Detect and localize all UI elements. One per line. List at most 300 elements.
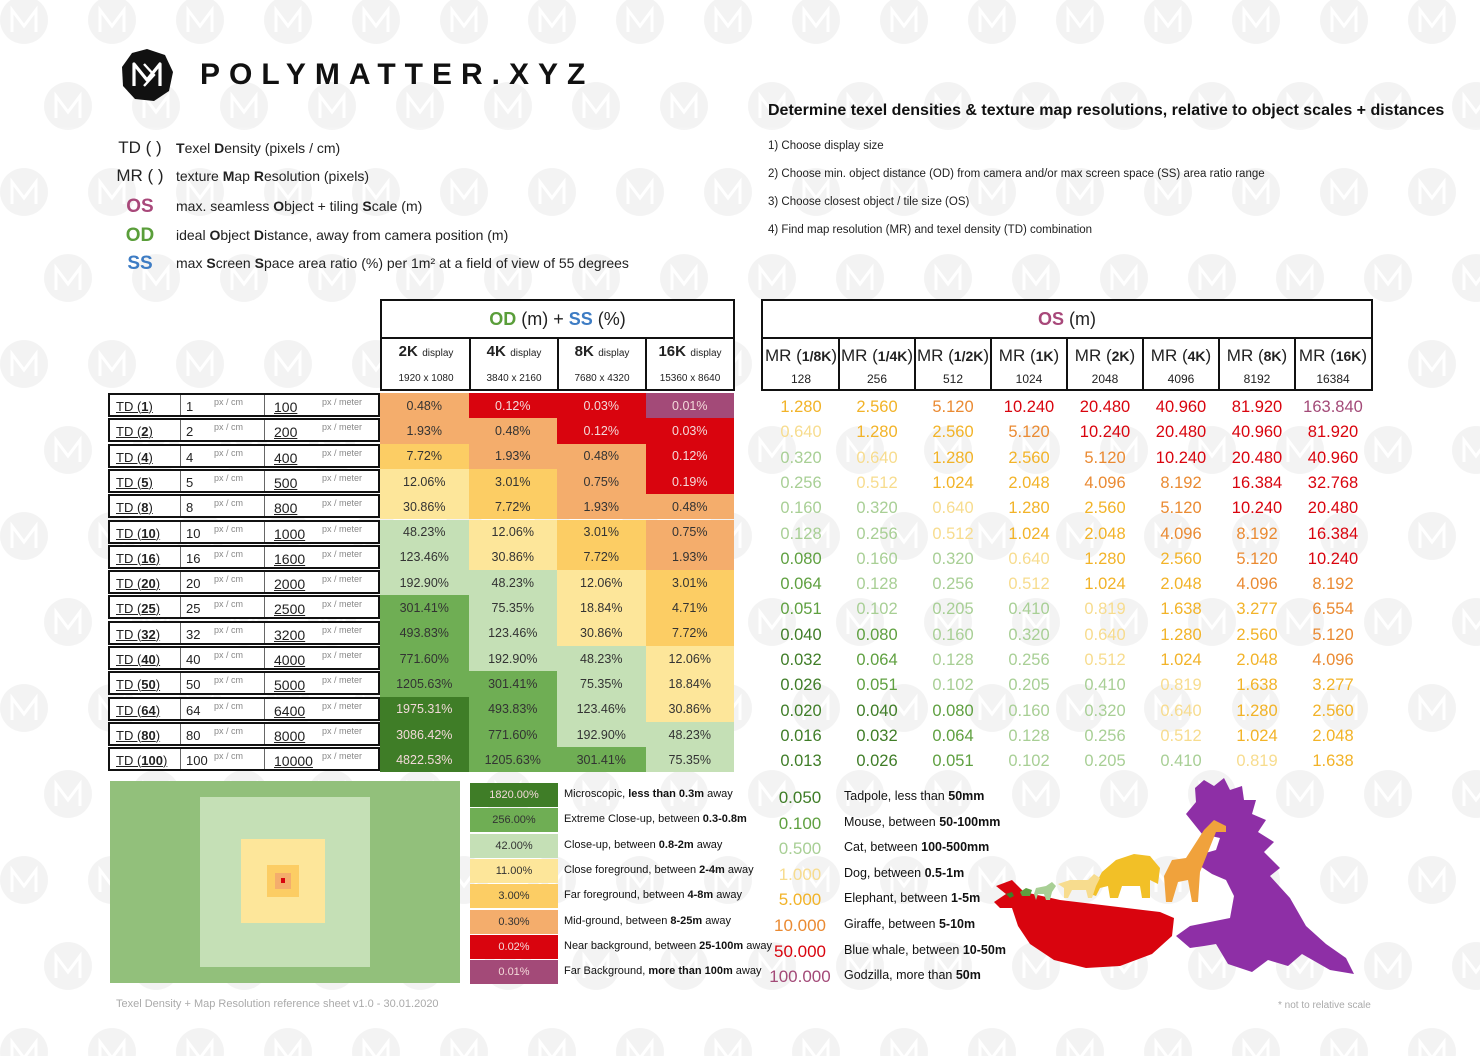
scale-value: 0.050 — [778, 788, 822, 807]
ss-cell: 771.60% — [469, 722, 558, 747]
display-header-title — [470, 343, 558, 361]
ss-cell: 48.23% — [380, 520, 469, 545]
scale-value: 1.000 — [778, 864, 822, 884]
td-label-close: ) — [155, 626, 161, 642]
td-px-meter-value: 100 — [274, 399, 298, 415]
td-label — [116, 424, 153, 439]
ss-cell: 192.90% — [557, 722, 646, 747]
os-value: 4.096 — [1312, 651, 1354, 669]
td-px-cm-value: 5 — [186, 474, 194, 490]
os-value: 0.128 — [1008, 726, 1050, 745]
td-px-meter-unit: px / meter — [322, 751, 363, 762]
distance-swatch: 0.30% — [470, 910, 558, 934]
td-px-meter-value: 2500 — [274, 601, 306, 618]
td-label-close: ) — [148, 399, 153, 414]
td-divider — [180, 446, 181, 466]
ss-cell: 123.46% — [469, 621, 558, 646]
mr-fraction: 16K — [1335, 348, 1362, 364]
os-value: 20.480 — [1307, 499, 1359, 518]
td-row — [108, 520, 380, 544]
td-px-cm-unit: px / cm — [214, 422, 244, 433]
distance-zones-diagram — [110, 781, 460, 983]
footer-text: Texel Density + Map Resolution reference sheet v1.0 - 30.01.2020 — [116, 998, 439, 1010]
ss-cell: 123.46% — [380, 545, 469, 570]
legend-key: SS — [127, 253, 153, 274]
os-value: 6.554 — [1312, 600, 1354, 619]
instructions-title: Determine texel densities & texture map resolutions, relative to object scales + distances — [768, 102, 1445, 119]
os-value: 2.048 — [1312, 726, 1354, 745]
display-word: display — [690, 348, 722, 359]
ss-cell: 3.01% — [646, 570, 735, 595]
ss-cell: 48.23% — [646, 722, 735, 747]
os-value: 81.920 — [1231, 398, 1283, 416]
td-label-close: ) — [155, 652, 161, 667]
ss-cell: 1205.63% — [469, 747, 558, 772]
td-label-close: ) — [148, 500, 153, 516]
scale-description: Cat, between 100-500mm — [844, 840, 990, 855]
os-value: 0.102 — [932, 676, 974, 695]
display-word: display — [422, 348, 454, 359]
os-value: 2.560 — [1084, 499, 1126, 518]
ss-cell: 301.41% — [469, 671, 558, 696]
os-value: 0.256 — [1008, 651, 1050, 669]
td-label — [116, 399, 153, 414]
os-value: 8.192 — [1236, 524, 1278, 543]
ss-cell: 7.72% — [380, 444, 469, 469]
td-px-meter-value: 3200 — [274, 626, 306, 643]
td-label-open: TD ( — [116, 626, 142, 642]
os-value: 1.280 — [780, 398, 822, 416]
td-row — [108, 697, 380, 721]
brand-title: POLYMATTER.XYZ — [200, 58, 595, 91]
scale-description: Giraffe, between 5-10m — [844, 917, 976, 931]
td-label-close: ) — [148, 424, 153, 440]
mr-resolution: 8192 — [1243, 372, 1271, 386]
legend-key: TD ( ) — [118, 138, 162, 157]
display-header-title — [558, 343, 646, 361]
td-divider — [264, 572, 265, 592]
ss-cell: 0.48% — [469, 418, 558, 443]
td-px-meter-unit: px / meter — [322, 725, 363, 736]
os-value: 0.512 — [932, 524, 974, 543]
os-value: 40.960 — [1155, 398, 1207, 416]
td-row — [108, 646, 380, 670]
ss-cell: 3.01% — [469, 469, 558, 494]
td-px-meter-value: 400 — [274, 449, 298, 466]
td-label — [116, 500, 153, 515]
td-label — [116, 627, 160, 642]
os-value: 0.320 — [856, 499, 898, 518]
os-value: 2.560 — [856, 398, 898, 416]
ss-cell: 7.72% — [557, 545, 646, 570]
os-value: 4.096 — [1236, 575, 1278, 594]
os-value: 5.120 — [932, 398, 974, 416]
os-value: 0.640 — [1160, 701, 1202, 720]
mr-resolution: 2048 — [1091, 372, 1119, 386]
ss-cell: 4.71% — [646, 595, 735, 620]
os-value: 2.048 — [1008, 473, 1050, 492]
td-divider — [180, 547, 181, 567]
os-value: 0.064 — [932, 726, 974, 745]
os-value: 2.560 — [1160, 549, 1202, 568]
ss-cell: 192.90% — [469, 646, 558, 671]
os-value: 0.512 — [856, 473, 898, 492]
os-value: 2.048 — [1160, 575, 1202, 594]
td-label-number: 8 — [141, 500, 149, 516]
td-label — [116, 728, 160, 743]
td-label-number: 32 — [141, 626, 156, 642]
os-value: 0.819 — [1236, 752, 1278, 771]
os-value: 1.638 — [1160, 600, 1202, 619]
os-value: 0.256 — [932, 575, 974, 594]
os-value: 3.277 — [1312, 676, 1354, 695]
distance-description: Far Background, more than 100m away — [564, 965, 762, 978]
ss-cell: 0.19% — [646, 469, 735, 494]
mr-header-title: MR (1/2K) — [916, 346, 990, 365]
distance-description: Near background, between 25-100m away — [564, 939, 772, 952]
td-px-cm-value: 32 — [186, 626, 201, 642]
distance-description: Close foreground, between 2-4m away — [564, 863, 754, 876]
elephant-icon — [1090, 854, 1160, 898]
os-value: 2.048 — [1084, 524, 1126, 543]
os-value: 40.960 — [1307, 448, 1359, 467]
os-value: 0.640 — [780, 423, 822, 442]
td-divider — [264, 648, 265, 668]
ss-cell: 1205.63% — [380, 671, 469, 696]
td-divider — [264, 446, 265, 466]
os-value: 0.102 — [1008, 752, 1050, 771]
td-px-cm-value: 8 — [186, 500, 194, 516]
ss-cell: 1.93% — [380, 418, 469, 443]
distance-description: Far foreground, between 4-8m away — [564, 889, 742, 902]
scale-value: 50.000 — [774, 941, 826, 961]
ss-cell: 30.86% — [380, 494, 469, 519]
mr-header-title: MR (2K) — [1074, 346, 1136, 365]
td-px-cm-value: 100 — [186, 753, 208, 769]
os-value: 2.560 — [1008, 448, 1050, 467]
td-divider — [180, 522, 181, 542]
ss-cell: 0.12% — [469, 393, 558, 418]
td-label-close: ) — [148, 449, 153, 465]
os-value: 81.920 — [1307, 423, 1359, 442]
td-label-number: 40 — [141, 652, 156, 667]
os-value: 10.240 — [1079, 423, 1131, 442]
os-value: 0.128 — [856, 575, 898, 594]
ss-cell: 0.12% — [557, 418, 646, 443]
os-value: 0.026 — [780, 676, 822, 695]
td-px-meter-value: 6400 — [274, 702, 306, 719]
ss-cell: 0.12% — [646, 444, 735, 469]
scale-description: Mouse, between 50-100mm — [844, 814, 1001, 829]
td-label-open: TD ( — [116, 424, 142, 440]
ss-cell: 3086.42% — [380, 722, 469, 747]
td-divider — [264, 749, 265, 769]
td-label — [116, 601, 160, 616]
td-divider — [264, 395, 265, 415]
mr-header-title: MR (8K) — [1226, 346, 1288, 365]
td-label-number: 100 — [141, 753, 163, 769]
os-value: 0.080 — [856, 625, 898, 644]
distance-description: Extreme Close-up, between 0.3-0.8m — [564, 813, 747, 826]
td-label — [116, 753, 167, 768]
os-value: 1.024 — [1008, 524, 1050, 543]
ss-cell: 301.41% — [380, 595, 469, 620]
td-row — [108, 444, 380, 468]
os-value: 0.512 — [1084, 651, 1126, 669]
os-label: OS — [1037, 309, 1064, 329]
ss-cell: 771.60% — [380, 646, 469, 671]
ss-cell: 0.75% — [646, 520, 735, 545]
mr-fraction: 1K — [1035, 348, 1054, 364]
distance-swatch: 42.00% — [470, 834, 558, 858]
td-divider — [180, 572, 181, 592]
os-value: 163.840 — [1303, 398, 1363, 416]
os-value: 8.192 — [1312, 575, 1354, 594]
instruction-step: 1) Choose display size — [768, 140, 884, 152]
ss-label: SS — [568, 309, 593, 329]
td-divider — [180, 749, 181, 769]
td-px-cm-unit: px / cm — [214, 675, 244, 686]
td-px-cm-unit: px / cm — [214, 447, 244, 458]
td-label-open: TD ( — [116, 727, 142, 743]
os-value: 0.128 — [780, 524, 822, 543]
td-px-cm-value: 10 — [186, 525, 201, 541]
ss-cell: 12.06% — [646, 646, 735, 671]
td-label-close: ) — [155, 550, 161, 566]
os-value: 2.560 — [1312, 701, 1354, 720]
ss-cell: 75.35% — [646, 747, 735, 772]
os-value: 10.240 — [1155, 448, 1207, 467]
td-label-open: TD ( — [116, 677, 142, 693]
os-value: 1.024 — [1084, 575, 1126, 594]
ss-cell: 123.46% — [557, 697, 646, 722]
td-px-cm-unit: px / cm — [214, 523, 244, 534]
os-value: 0.051 — [856, 676, 898, 695]
ss-unit-label: (%) — [597, 309, 626, 329]
td-label-close: ) — [155, 525, 161, 541]
td-px-meter-unit: px / meter — [322, 700, 363, 711]
td-px-meter-unit: px / meter — [322, 624, 363, 635]
ss-cell: 0.03% — [646, 418, 735, 443]
td-label-number: 20 — [141, 576, 156, 592]
td-px-meter-value: 800 — [274, 500, 298, 517]
td-px-cm-unit: px / cm — [214, 650, 244, 660]
os-value: 0.205 — [1008, 676, 1050, 695]
td-divider — [264, 496, 265, 516]
ss-cell: 0.48% — [557, 444, 646, 469]
os-value: 0.160 — [932, 625, 974, 644]
os-value: 0.819 — [1084, 600, 1126, 619]
td-row — [108, 671, 380, 695]
ss-cell: 1.93% — [557, 494, 646, 519]
legend-key: MR ( ) — [116, 166, 164, 185]
os-value: 0.160 — [856, 549, 898, 568]
td-divider — [264, 522, 265, 542]
scale-description: Elephant, between 1-5m — [844, 891, 981, 906]
ss-cell: 75.35% — [469, 595, 558, 620]
display-size-label: 8K — [574, 343, 594, 360]
td-divider — [264, 547, 265, 567]
td-px-cm-unit: px / cm — [214, 751, 244, 762]
td-label-open: TD ( — [116, 702, 142, 718]
scale-description: Godzilla, more than 50m — [844, 968, 981, 983]
td-px-cm-unit: px / cm — [214, 725, 244, 736]
ss-cell: 3.01% — [557, 520, 646, 545]
distance-swatch: 1820.00% — [470, 783, 558, 807]
display-size-label: 2K — [398, 343, 418, 360]
os-value: 0.160 — [780, 499, 822, 518]
ss-cell: 7.72% — [646, 621, 735, 646]
td-px-meter-value: 8000 — [274, 727, 306, 744]
display-size-label: 4K — [486, 343, 506, 360]
td-px-cm-value: 2 — [186, 424, 194, 440]
ss-cell: 1.93% — [469, 444, 558, 469]
ss-cell: 0.75% — [557, 469, 646, 494]
display-resolution: 1920 x 1080 — [398, 373, 454, 384]
os-value: 0.064 — [856, 651, 898, 669]
os-value: 0.051 — [932, 752, 974, 771]
os-value: 0.819 — [1160, 676, 1202, 695]
scale-value: 100.000 — [769, 967, 831, 987]
distance-swatch: 11.00% — [470, 859, 558, 883]
ss-cell: 4822.53% — [380, 747, 469, 772]
os-value: 1.280 — [1008, 499, 1050, 518]
display-resolution: 3840 x 2160 — [486, 373, 542, 384]
godzilla-icon — [1176, 778, 1354, 974]
os-value: 0.020 — [780, 701, 822, 720]
footnote-text: * not to relative scale — [1278, 1000, 1371, 1011]
distance-swatch: 0.01% — [470, 960, 558, 984]
os-value: 1.024 — [1236, 726, 1278, 745]
os-value: 0.064 — [780, 575, 822, 594]
legend-description: max. seamless Object + tiling Scale (m) — [176, 198, 423, 214]
os-value: 1.638 — [1312, 752, 1354, 771]
td-label-close: ) — [155, 702, 161, 718]
td-label-close: ) — [155, 727, 161, 743]
display-word: display — [598, 348, 630, 359]
td-label-open: TD ( — [116, 525, 142, 541]
ss-cell: 7.72% — [469, 494, 558, 519]
os-value: 1.280 — [856, 423, 898, 442]
os-value: 0.205 — [932, 600, 974, 619]
td-label — [116, 526, 160, 541]
os-value: 40.960 — [1231, 423, 1283, 442]
od-ss-header — [380, 299, 735, 339]
mr-fraction: 8K — [1263, 348, 1282, 364]
td-label — [116, 551, 160, 566]
td-divider — [264, 471, 265, 491]
td-label — [116, 475, 153, 490]
td-label-number: 64 — [141, 702, 156, 718]
legend-description: texture Map Resolution (pixels) — [176, 168, 370, 184]
td-divider — [264, 699, 265, 719]
od-label: OD — [489, 309, 517, 329]
mr-resolution: 16384 — [1316, 372, 1350, 386]
os-value: 0.320 — [780, 448, 822, 467]
td-label — [116, 652, 160, 667]
os-value: 0.410 — [1084, 676, 1126, 695]
td-label-open: TD ( — [116, 399, 142, 414]
td-divider — [180, 395, 181, 415]
td-divider — [180, 471, 181, 491]
td-label-close: ) — [148, 474, 153, 490]
td-px-cm-unit: px / cm — [214, 472, 244, 483]
os-value: 0.080 — [780, 549, 822, 568]
os-value: 0.128 — [932, 651, 974, 669]
os-value: 0.320 — [1008, 625, 1050, 644]
td-px-meter-value: 1000 — [274, 525, 306, 542]
ss-cell: 75.35% — [557, 671, 646, 696]
scale-description: Blue whale, between 10-50m — [844, 942, 1006, 957]
td-row — [108, 722, 380, 746]
distance-swatch: 0.02% — [470, 935, 558, 959]
td-label — [116, 677, 160, 692]
ss-cell: 18.84% — [557, 595, 646, 620]
td-px-meter-unit: px / meter — [322, 650, 363, 660]
td-row — [108, 595, 380, 619]
td-px-meter-unit: px / meter — [322, 498, 363, 509]
td-px-cm-value: 50 — [186, 677, 201, 693]
os-value: 32.768 — [1307, 473, 1359, 492]
os-value: 5.120 — [1008, 423, 1050, 442]
td-label-number: 50 — [141, 677, 156, 693]
mr-resolution: 256 — [866, 372, 888, 386]
td-row — [108, 545, 380, 569]
os-value: 0.320 — [1084, 701, 1126, 720]
os-value: 0.160 — [1008, 701, 1050, 720]
td-px-cm-value: 20 — [186, 576, 201, 592]
os-value: 8.192 — [1160, 473, 1202, 492]
legend-key: OS — [126, 196, 154, 217]
os-value: 0.410 — [1008, 600, 1050, 619]
os-value: 0.640 — [1084, 625, 1126, 644]
mr-header-title: MR (1/8K) — [764, 346, 838, 365]
distance-swatch: 256.00% — [470, 808, 558, 832]
os-value: 2.560 — [1236, 625, 1278, 644]
os-value: 4.096 — [1084, 473, 1126, 492]
os-value: 0.032 — [780, 651, 822, 669]
os-value: 0.256 — [856, 524, 898, 543]
td-label-close: ) — [155, 576, 161, 592]
td-divider — [180, 648, 181, 668]
ss-cell: 12.06% — [380, 469, 469, 494]
os-value: 0.410 — [1160, 752, 1202, 771]
mr-header-title: MR (16K) — [1298, 346, 1368, 365]
td-px-meter-unit: px / meter — [322, 397, 363, 407]
os-value: 1.280 — [1236, 701, 1278, 720]
td-label-number: 25 — [141, 601, 156, 617]
os-value: 1.024 — [1160, 651, 1202, 669]
os-value: 20.480 — [1231, 448, 1283, 467]
ss-cell: 0.48% — [646, 494, 735, 519]
os-value: 0.512 — [1160, 726, 1202, 745]
td-label-open: TD ( — [116, 601, 142, 617]
td-divider — [180, 699, 181, 719]
os-value: 0.256 — [1084, 726, 1126, 745]
distance-swatch: 3.00% — [470, 884, 558, 908]
os-value: 5.120 — [1084, 448, 1126, 467]
td-row — [108, 570, 380, 594]
os-value: 0.640 — [1008, 549, 1050, 568]
ss-cell: 0.01% — [646, 393, 735, 418]
os-value: 0.040 — [780, 625, 822, 644]
td-label-open: TD ( — [116, 500, 142, 516]
legend-description: ideal Object Distance, away from camera position (m) — [176, 227, 509, 243]
ss-cell: 1.93% — [646, 545, 735, 570]
td-label-open: TD ( — [116, 652, 142, 667]
distance-description: Close-up, between 0.8-2m away — [564, 838, 723, 851]
os-value: 0.205 — [1084, 752, 1126, 771]
